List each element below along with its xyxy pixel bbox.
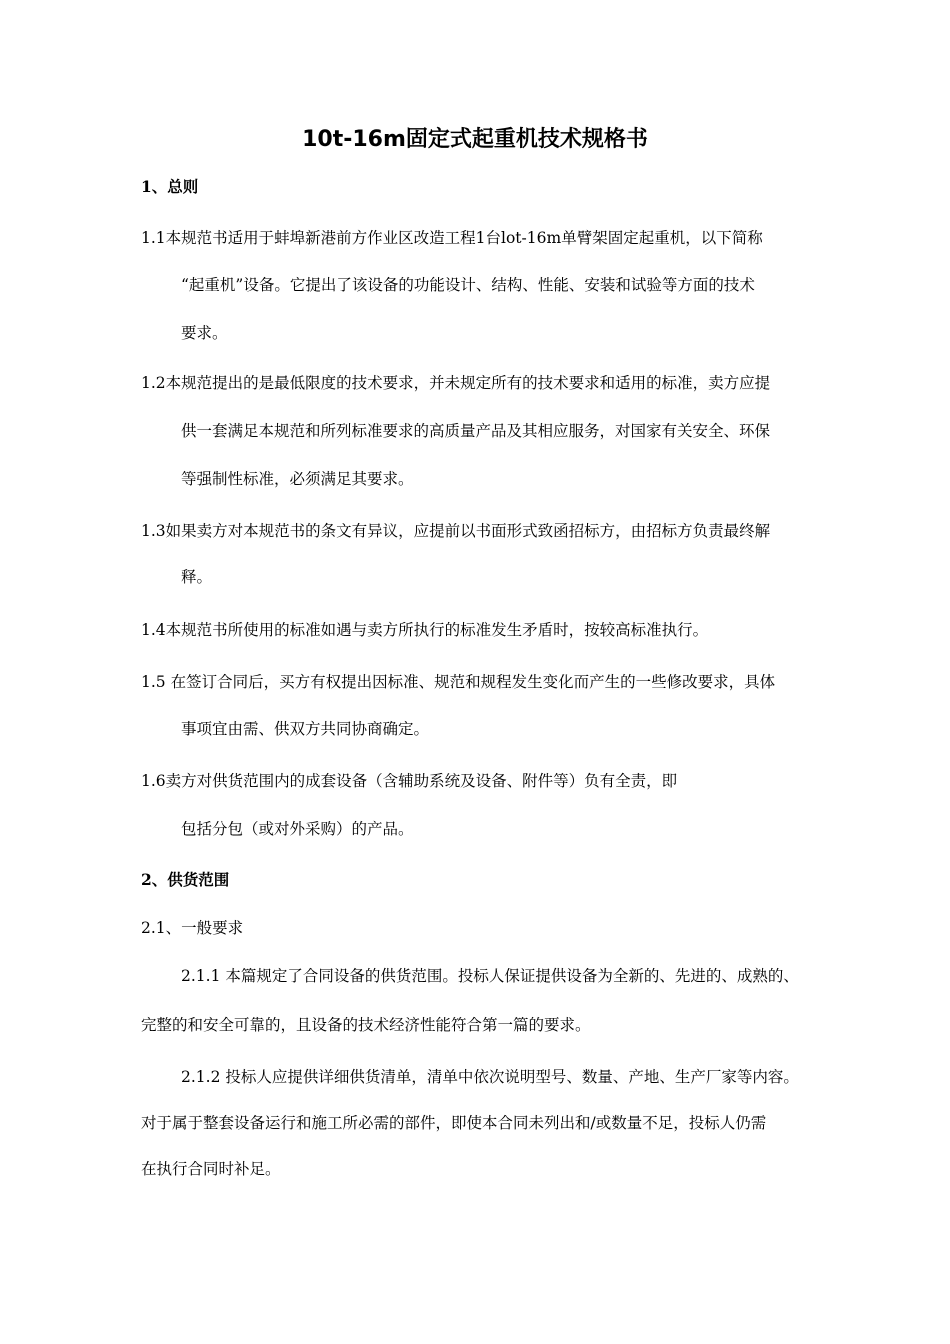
clause-1-1-line-1: 1.1本规范书适用于蚌埠新港前方作业区改造工程1台lot-16m单臂架固定起重机，以下简称 (141, 229, 763, 247)
clause-1-2-line-1: 1.2本规范提出的是最低限度的技术要求，并未规定所有的技术要求和适用的标准，卖方应提 (141, 374, 771, 392)
section-heading-general: 1、总则 (141, 177, 199, 196)
clause-2-1-2-line-2: 对于属于整套设备运行和施工所必需的部件，即使本合同未列出和/或数量不足，投标人仍需 (141, 1114, 767, 1132)
clause-1-1-line-2: “起重机”设备。它提出了该设备的功能设计、结构、性能、安装和试验等方面的技术 (181, 276, 755, 294)
clause-1-4-line-1: 1.4本规范书所使用的标准如遇与卖方所执行的标准发生矛盾时，按较高标准执行。 (141, 621, 709, 639)
clause-1-5-line-1: 1.5 在签订合同后，买方有权提出因标准、规范和规程发生变化而产生的一些修改要求，具体 (141, 673, 776, 691)
clause-1-6-line-2: 包括分包（或对外采购）的产品。 (181, 820, 414, 838)
clause-2-1-1-line-2: 完整的和安全可靠的，且设备的技术经济性能符合第一篇的要求。 (141, 1016, 591, 1034)
subsection-2-1-heading: 2.1、一般要求 (141, 919, 244, 937)
clause-1-1-line-3: 要求。 (181, 324, 228, 342)
clause-1-3-line-2: 释。 (181, 568, 213, 586)
clause-1-2-line-3: 等强制性标准，必须满足其要求。 (181, 470, 414, 488)
clause-1-5-line-2: 事项宜由需、供双方共同协商确定。 (181, 720, 430, 738)
clause-2-1-1-line-1: 2.1.1 本篇规定了合同设备的供货范围。投标人保证提供设备为全新的、先进的、成熟的、 (181, 967, 799, 985)
clause-1-3-line-1: 1.3如果卖方对本规范书的条文有异议，应提前以书面形式致函招标方，由招标方负责最终解 (141, 522, 771, 540)
clause-1-6-line-1: 1.6卖方对供货范围内的成套设备（含辅助系统及设备、附件等）负有全责，即 (141, 772, 678, 790)
section-heading-supply-scope: 2、供货范围 (141, 870, 230, 889)
clause-2-1-2-line-1: 2.1.2 投标人应提供详细供货清单，清单中依次说明型号、数量、产地、生产厂家等内容。 (181, 1068, 799, 1086)
clause-2-1-2-line-3: 在执行合同时补足。 (141, 1160, 281, 1178)
clause-1-2-line-2: 供一套满足本规范和所列标准要求的高质量产品及其相应服务，对国家有关安全、环保 (181, 422, 771, 440)
document-title: 10t-16m固定式起重机技术规格书 (302, 127, 648, 152)
